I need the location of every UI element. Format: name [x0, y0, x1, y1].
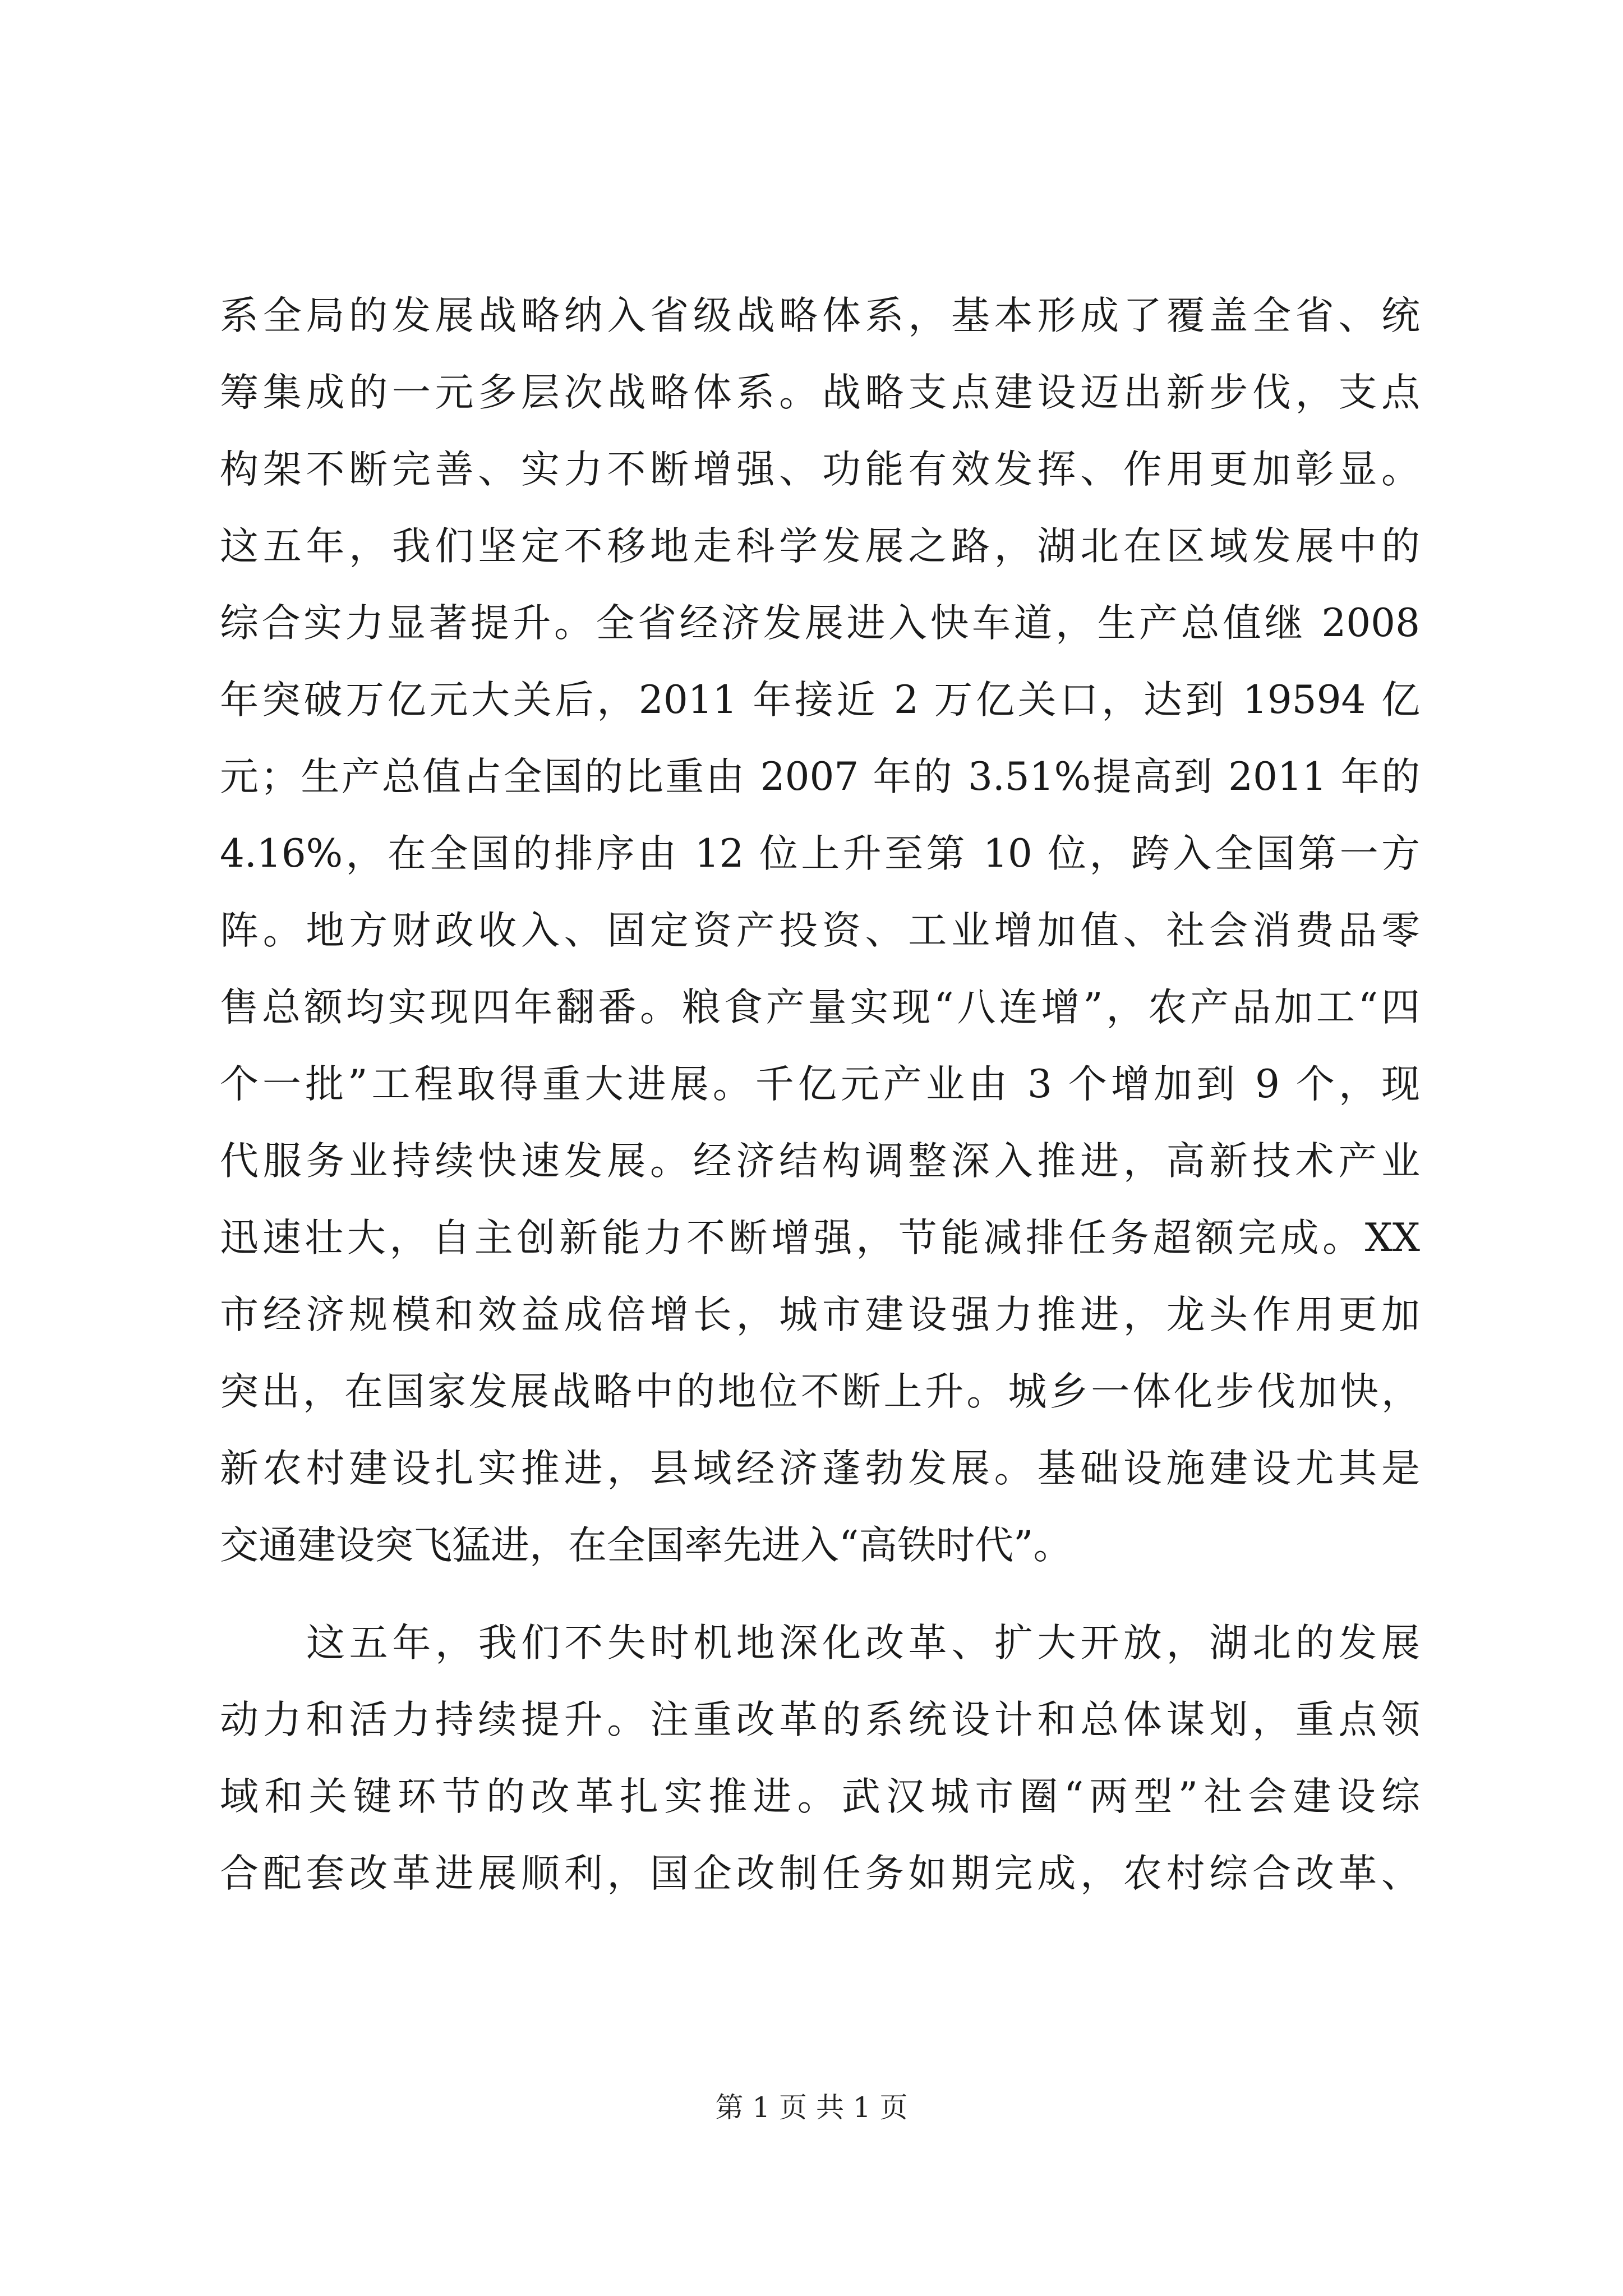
- text-line: 动力和活力持续提升。注重改革的系统设计和总体谋划，重点领: [220, 1697, 1420, 1742]
- text-line: 代服务业持续快速发展。经济结构调整深入推进，高新技术产业: [220, 1139, 1420, 1184]
- text-line: 筹集成的一元多层次战略体系。战略支点建设迈出新步伐，支点: [220, 370, 1420, 415]
- text-line: 这五年，我们坚定不移地走科学发展之路，湖北在区域发展中的: [220, 524, 1420, 569]
- text-line: 个一批”工程取得重大进展。千亿元产业由 3 个增加到 9 个，现: [220, 1062, 1420, 1107]
- text-line: 交通建设突飞猛进，在全国率先进入“高铁时代”。: [220, 1523, 1072, 1568]
- text-line: 年突破万亿元大关后，2011 年接近 2 万亿关口，达到 19594 亿: [220, 678, 1420, 723]
- text-line: 新农村建设扎实推进，县域经济蓬勃发展。基础设施建设尤其是: [220, 1446, 1420, 1491]
- text-line: 元；生产总值占全国的比重由 2007 年的 3.51%提高到 2011 年的: [220, 754, 1420, 799]
- text-line: 构架不断完善、实力不断增强、功能有效发挥、作用更加彰显。: [220, 447, 1420, 492]
- text-line: 综合实力显著提升。全省经济发展进入快车道，生产总值继 2008: [220, 601, 1420, 646]
- text-line: 市经济规模和效益成倍增长，城市建设强力推进，龙头作用更加: [220, 1292, 1420, 1337]
- text-line: 系全局的发展战略纳入省级战略体系，基本形成了覆盖全省、统: [220, 293, 1420, 338]
- page-footer: 第 1 页 共 1 页: [715, 2091, 908, 2124]
- text-line: 迅速壮大，自主创新能力不断增强，节能减排任务超额完成。XX: [220, 1216, 1420, 1260]
- text-line: 售总额均实现四年翻番。粮食产量实现“八连增”，农产品加工“四: [220, 985, 1420, 1030]
- text-line: 域和关键环节的改革扎实推进。武汉城市圈“两型”社会建设综: [220, 1774, 1420, 1819]
- text-line: 阵。地方财政收入、固定资产投资、工业增加值、社会消费品零: [220, 908, 1420, 953]
- text-line: 突出，在国家发展战略中的地位不断上升。城乡一体化步伐加快，: [220, 1369, 1420, 1414]
- text-line: 合配套改革进展顺利，国企改制任务如期完成，农村综合改革、: [220, 1851, 1420, 1896]
- paragraph-first-line: 这五年，我们不失时机地深化改革、扩大开放，湖北的发展: [306, 1621, 1420, 1665]
- text-line: 4.16%，在全国的排序由 12 位上升至第 10 位，跨入全国第一方: [220, 831, 1420, 876]
